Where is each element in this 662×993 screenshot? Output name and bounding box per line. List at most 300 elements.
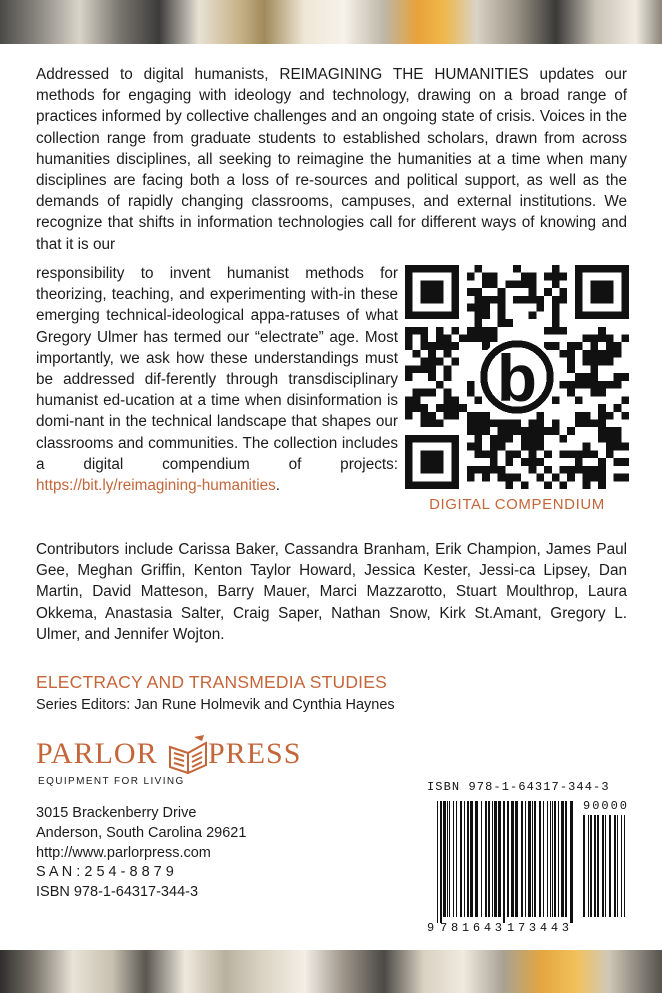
qr-module xyxy=(420,389,428,397)
description-wrap-text xyxy=(36,263,398,496)
qr-module xyxy=(428,342,436,350)
publisher-address xyxy=(36,804,246,903)
qr-module xyxy=(529,288,537,296)
address-line: Anderson, South Carolina 29621 xyxy=(36,824,247,841)
qr-module xyxy=(598,327,606,335)
qr-module xyxy=(575,419,583,427)
qr-module xyxy=(583,412,591,420)
qr-module xyxy=(444,404,452,412)
qr-module xyxy=(413,404,421,412)
barcode-bar xyxy=(488,801,490,917)
qr-module xyxy=(598,427,606,435)
qr-caption: DIGITAL COMPENDIUM xyxy=(429,496,605,513)
qr-module xyxy=(505,481,513,489)
qr-module xyxy=(544,450,552,458)
qr-module xyxy=(451,358,459,366)
barcode-bar xyxy=(521,801,523,917)
qr-module xyxy=(420,412,428,420)
qr-module xyxy=(513,427,521,435)
qr-module xyxy=(475,443,483,451)
qr-module xyxy=(490,419,498,427)
qr-center-logo xyxy=(477,337,557,417)
qr-module xyxy=(505,474,513,482)
qr-module xyxy=(490,450,498,458)
qr-module xyxy=(606,358,614,366)
open-book-icon xyxy=(166,733,212,775)
barcode-addon-bar xyxy=(597,815,599,917)
qr-module xyxy=(420,419,428,427)
barcode-bar xyxy=(565,801,567,917)
qr-module xyxy=(436,327,444,335)
qr-module xyxy=(521,427,529,435)
barcode-bar xyxy=(515,801,518,917)
qr-module xyxy=(405,327,413,335)
qr-module xyxy=(583,381,591,389)
logo-word-press: PRESS xyxy=(208,737,302,770)
qr-module xyxy=(467,443,475,451)
top-photo-strip xyxy=(0,0,662,44)
qr-module xyxy=(482,273,490,281)
qr-module xyxy=(559,435,567,443)
barcode-bar xyxy=(449,801,450,917)
barcode-bar xyxy=(456,801,457,917)
qr-module xyxy=(567,350,575,358)
qr-module xyxy=(575,396,583,404)
qr-module xyxy=(606,443,614,451)
qr-module xyxy=(513,474,521,482)
barcode-bar xyxy=(558,801,559,917)
qr-module xyxy=(405,335,413,343)
qr-module xyxy=(498,288,506,296)
qr-module xyxy=(444,396,452,404)
barcode-price-code: 90000 xyxy=(583,799,627,813)
qr-module xyxy=(436,404,444,412)
qr-module xyxy=(590,474,598,482)
qr-module xyxy=(444,365,452,373)
qr-module xyxy=(552,304,560,312)
qr-module xyxy=(621,412,629,420)
barcode-bar xyxy=(475,801,478,917)
barcode-addon-bar xyxy=(590,815,592,917)
qr-module xyxy=(467,419,475,427)
qr-module xyxy=(583,373,591,381)
qr-module xyxy=(405,396,413,404)
qr-module xyxy=(614,350,622,358)
qr-module xyxy=(475,265,483,273)
qr-module xyxy=(583,335,591,343)
qr-module xyxy=(590,373,598,381)
qr-module xyxy=(405,404,413,412)
qr-module xyxy=(575,458,583,466)
qr-module xyxy=(559,288,567,296)
qr-module xyxy=(567,358,575,366)
qr-module xyxy=(521,443,529,451)
qr-module xyxy=(490,458,498,466)
qr-module xyxy=(598,474,606,482)
barcode-bar xyxy=(460,801,462,917)
qr-module xyxy=(559,481,567,489)
qr-module xyxy=(475,466,483,474)
qr-module xyxy=(420,404,428,412)
barcode-bar xyxy=(511,801,514,917)
qr-module xyxy=(583,481,591,489)
qr-module xyxy=(482,304,490,312)
qr-module xyxy=(405,373,413,381)
qr-module xyxy=(614,381,622,389)
qr-module xyxy=(428,350,436,358)
qr-module xyxy=(614,404,622,412)
qr-module xyxy=(552,474,560,482)
qr-module xyxy=(598,381,606,389)
qr-module xyxy=(544,466,552,474)
barcode-bar xyxy=(443,801,446,917)
qr-module xyxy=(598,412,606,420)
qr-module xyxy=(529,458,537,466)
qr-module xyxy=(513,450,521,458)
qr-module xyxy=(614,474,622,482)
qr-module xyxy=(475,296,483,304)
qr-module xyxy=(614,443,622,451)
qr-module xyxy=(498,435,506,443)
qr-module xyxy=(614,458,622,466)
qr-module xyxy=(498,311,506,319)
barcode-addon-bar xyxy=(621,815,622,917)
barcode-bar xyxy=(525,801,526,917)
barcode-bar xyxy=(507,801,509,917)
qr-module xyxy=(467,327,475,335)
qr-module xyxy=(598,419,606,427)
qr-module xyxy=(575,373,583,381)
qr-module xyxy=(590,381,598,389)
qr-module xyxy=(567,427,575,435)
qr-center-letter: b xyxy=(496,341,538,415)
qr-module xyxy=(598,466,606,474)
barcode-bar xyxy=(532,801,533,917)
qr-module xyxy=(575,450,583,458)
qr-module xyxy=(621,443,629,451)
qr-module xyxy=(475,288,483,296)
qr-module xyxy=(559,381,567,389)
qr-module xyxy=(451,342,459,350)
qr-module xyxy=(428,389,436,397)
qr-module xyxy=(544,327,552,335)
qr-module xyxy=(536,412,544,420)
barcode-bars xyxy=(423,779,631,939)
qr-module xyxy=(621,474,629,482)
barcode-addon-bar xyxy=(594,815,596,917)
qr-module xyxy=(521,273,529,281)
qr-module xyxy=(475,327,483,335)
qr-module xyxy=(529,273,537,281)
qr-module xyxy=(583,350,591,358)
qr-module xyxy=(475,335,483,343)
qr-module xyxy=(575,381,583,389)
qr-module xyxy=(490,443,498,451)
qr-module xyxy=(552,319,560,327)
barcode-bar xyxy=(550,801,551,917)
barcode-addon-bar xyxy=(614,815,616,917)
qr-module xyxy=(451,412,459,420)
qr-module xyxy=(420,365,428,373)
qr-module xyxy=(490,280,498,288)
qr-module xyxy=(490,296,498,304)
qr-module xyxy=(475,427,483,435)
qr-module xyxy=(559,450,567,458)
barcode-digit-lead: 9 xyxy=(427,921,435,935)
series-title: ELECTRACY AND TRANSMEDIA STUDIES xyxy=(36,672,387,692)
qr-module xyxy=(621,373,629,381)
qr-module xyxy=(498,319,506,327)
barcode-addon-bar xyxy=(602,815,604,917)
compendium-link[interactable]: https://bit.ly/reimagining-humanities xyxy=(36,477,276,495)
qr-module xyxy=(451,404,459,412)
barcode-bar xyxy=(539,801,541,917)
description-paragraph xyxy=(36,64,627,255)
barcode-addon-bar xyxy=(609,815,611,917)
qr-module xyxy=(552,273,560,281)
qr-module xyxy=(482,296,490,304)
qr-module xyxy=(413,389,421,397)
qr-module xyxy=(498,296,506,304)
qr-module xyxy=(513,296,521,304)
qr-module xyxy=(559,327,567,335)
qr-module xyxy=(590,466,598,474)
qr-module xyxy=(475,304,483,312)
barcode-bar xyxy=(481,801,482,917)
qr-module xyxy=(444,373,452,381)
qr-module xyxy=(490,273,498,281)
isbn-barcode xyxy=(423,779,631,939)
barcode-bar xyxy=(570,801,573,923)
address-line: 3015 Brackenberry Drive xyxy=(36,805,197,821)
qr-module xyxy=(475,396,483,404)
qr-module xyxy=(621,458,629,466)
qr-module xyxy=(567,381,575,389)
qr-module xyxy=(598,350,606,358)
barcode-bar xyxy=(485,801,487,917)
contributors-paragraph: Contributors include Carissa Baker, Cassandra Branham, Erik Champion, James Paul Gee, Meghan Griffin, Kenton Taylor Howard, Jessica Kester, Jessi-ca Lipsey, Dan Martin, David Matteson, Barry Mauer, Marci Mazzarotto, Stuart Moulthrop, Laura Okkema, Anastasia Salter, Craig Saper, Nathan Snow, Kirk St.Amant, Gregory L. Ulmer, and Jennifer Wojton. xyxy=(36,541,627,643)
qr-module xyxy=(529,311,537,319)
qr-module xyxy=(475,435,483,443)
qr-module xyxy=(482,466,490,474)
link-trailing-period: . xyxy=(275,477,281,495)
qr-module xyxy=(606,450,614,458)
qr-module xyxy=(598,335,606,343)
qr-module xyxy=(552,342,560,350)
qr-module xyxy=(598,404,606,412)
qr-module xyxy=(505,280,513,288)
qr-module xyxy=(529,435,537,443)
qr-module xyxy=(505,427,513,435)
qr-module xyxy=(436,381,444,389)
qr-module xyxy=(459,404,467,412)
qr-module xyxy=(467,273,475,281)
qr-module xyxy=(583,443,591,451)
qr-module xyxy=(413,350,421,358)
qr-module xyxy=(428,412,436,420)
qr-module xyxy=(467,427,475,435)
qr-module xyxy=(482,427,490,435)
barcode-bar xyxy=(492,801,493,917)
qr-module xyxy=(436,358,444,366)
qr-module xyxy=(606,381,614,389)
qr-module xyxy=(444,342,452,350)
qr-module xyxy=(482,450,490,458)
qr-module xyxy=(536,443,544,451)
qr-module xyxy=(475,450,483,458)
qr-module xyxy=(529,450,537,458)
barcode-addon-bar xyxy=(617,815,618,917)
qr-module xyxy=(590,335,598,343)
qr-module xyxy=(606,335,614,343)
qr-module xyxy=(444,412,452,420)
qr-module xyxy=(529,443,537,451)
qr-module xyxy=(444,350,452,358)
barcode-bar xyxy=(543,801,544,917)
qr-module xyxy=(428,365,436,373)
qr-module xyxy=(529,280,537,288)
qr-module xyxy=(413,365,421,373)
qr-module xyxy=(621,396,629,404)
qr-module xyxy=(482,412,490,420)
qr-module xyxy=(590,342,598,350)
qr-module xyxy=(606,435,614,443)
qr-module xyxy=(567,466,575,474)
qr-module xyxy=(405,412,413,420)
qr-module xyxy=(420,342,428,350)
qr-module xyxy=(590,365,598,373)
qr-module xyxy=(498,427,506,435)
qr-module xyxy=(583,474,591,482)
san-line: S A N : 2 5 4 - 8 8 7 9 xyxy=(36,864,174,881)
qr-module xyxy=(513,265,521,273)
qr-module xyxy=(567,389,575,397)
barcode-bar xyxy=(447,801,448,917)
qr-module xyxy=(529,466,537,474)
qr-module xyxy=(428,373,436,381)
qr-module xyxy=(444,389,452,397)
barcode-addon-bar xyxy=(583,815,585,917)
qr-module xyxy=(521,280,529,288)
qr-module xyxy=(544,427,552,435)
qr-module xyxy=(482,280,490,288)
qr-module xyxy=(575,412,583,420)
qr-module xyxy=(552,396,560,404)
qr-module xyxy=(614,373,622,381)
qr-module xyxy=(590,389,598,397)
qr-module xyxy=(490,327,498,335)
logo-tagline: EQUIPMENT FOR LIVING xyxy=(38,776,185,787)
barcode-addon-bar xyxy=(588,815,589,917)
qr-module xyxy=(544,288,552,296)
qr-module xyxy=(513,280,521,288)
qr-module xyxy=(467,466,475,474)
qr-module xyxy=(428,419,436,427)
qr-module xyxy=(444,335,452,343)
qr-module xyxy=(467,288,475,296)
qr-module xyxy=(505,458,513,466)
qr-module xyxy=(482,311,490,319)
qr-module xyxy=(590,350,598,358)
qr-module xyxy=(583,466,591,474)
qr-module xyxy=(590,450,598,458)
qr-module xyxy=(606,350,614,358)
qr-module xyxy=(614,435,622,443)
qr-module xyxy=(521,435,529,443)
series-editors: Series Editors: Jan Rune Holmevik and Cynthia Haynes xyxy=(36,697,395,713)
qr-module xyxy=(467,389,475,397)
qr-module xyxy=(475,419,483,427)
barcode-bar xyxy=(440,801,442,923)
qr-module xyxy=(606,427,614,435)
qr-module xyxy=(529,419,537,427)
qr-module xyxy=(482,419,490,427)
qr-module xyxy=(598,358,606,366)
qr-module xyxy=(467,474,475,482)
publisher-logo xyxy=(36,737,326,797)
barcode-bar xyxy=(437,801,438,923)
qr-module xyxy=(567,450,575,458)
qr-module xyxy=(482,474,490,482)
qr-module xyxy=(405,342,413,350)
qr-module xyxy=(467,412,475,420)
qr-module xyxy=(559,273,567,281)
description-wrap-body: responsibility to invent humanist methods for theorizing, teaching, and experimenting with-in these emerging technical-ideological appa-ratuses of what Gregory Ulmer has termed our “electrate” age. Most importantly, we ask how these understandings must be addressed dif-ferently through transdisciplinary humanist ed-ucation at a time when disinformation is domi-nant in the technical landscape that shapes our classrooms and communities. The collection includes a digital compendium of projects: xyxy=(36,265,398,473)
qr-module xyxy=(552,311,560,319)
qr-module xyxy=(575,342,583,350)
barcode-bar xyxy=(470,801,473,917)
qr-module xyxy=(614,427,622,435)
barcode-bar xyxy=(561,801,564,917)
qr-module xyxy=(420,335,428,343)
address-link[interactable]: http://www.parlorpress.com xyxy=(36,844,211,861)
barcode-isbn-label: ISBN 978-1-64317-344-3 xyxy=(427,780,610,794)
qr-module xyxy=(505,319,513,327)
qr-module xyxy=(598,458,606,466)
isbn-line: ISBN 978-1-64317-344-3 xyxy=(36,884,199,901)
qr-module xyxy=(428,358,436,366)
qr-module xyxy=(490,466,498,474)
qr-module xyxy=(505,435,513,443)
qr-module xyxy=(475,319,483,327)
qr-module xyxy=(405,365,413,373)
qr-module xyxy=(536,458,544,466)
bottom-photo-strip xyxy=(0,950,662,993)
qr-module xyxy=(451,396,459,404)
barcode-addon-bar xyxy=(605,815,606,917)
qr-module xyxy=(598,389,606,397)
qr-module xyxy=(505,419,513,427)
qr-module xyxy=(552,419,560,427)
qr-module xyxy=(583,358,591,366)
barcode-bar xyxy=(552,801,553,917)
qr-module xyxy=(459,335,467,343)
qr-module xyxy=(436,335,444,343)
qr-module xyxy=(536,474,544,482)
qr-module xyxy=(451,327,459,335)
qr-module xyxy=(529,427,537,435)
qr-module xyxy=(552,280,560,288)
qr-module xyxy=(498,443,506,451)
barcode-bar xyxy=(467,801,469,917)
qr-code[interactable] xyxy=(405,265,629,489)
qr-module xyxy=(536,304,544,312)
qr-module xyxy=(482,327,490,335)
qr-module xyxy=(420,327,428,335)
qr-module xyxy=(621,335,629,343)
qr-module xyxy=(475,311,483,319)
qr-module xyxy=(559,350,567,358)
